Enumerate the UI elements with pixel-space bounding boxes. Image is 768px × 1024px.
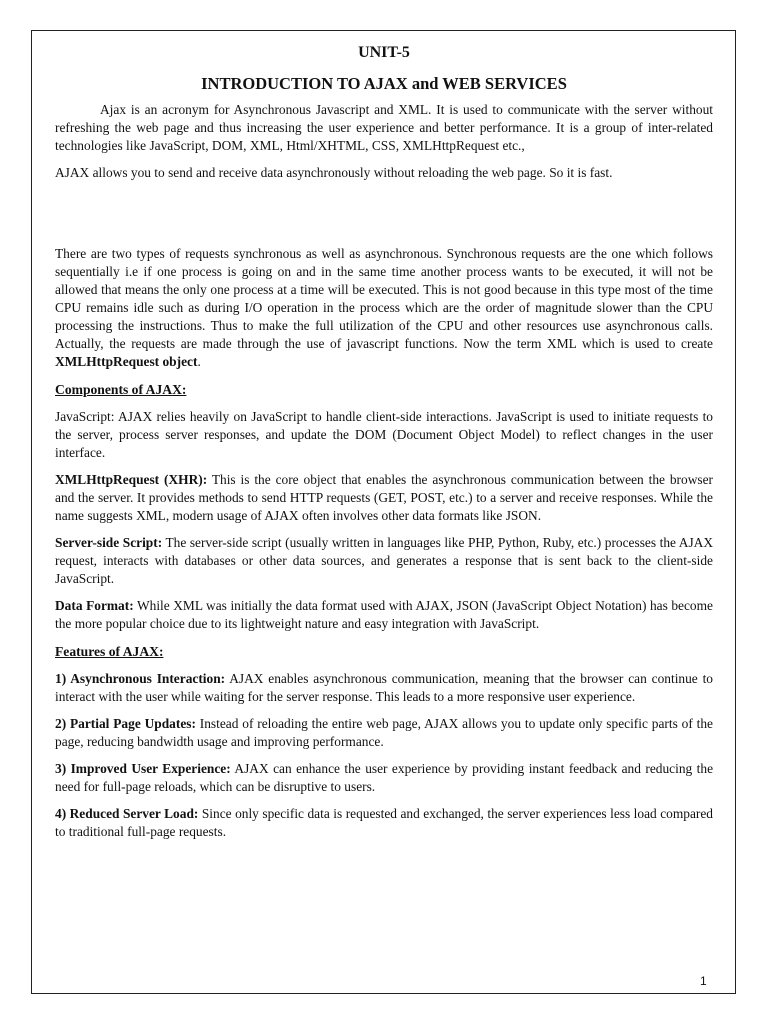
feature-text: AJAX can enhance the user experience by providing instant feedback and reducing the need for full-page reloads, which can be disruptive to users. — [55, 761, 714, 794]
feature-lead: 4) Reduced Server Load: — [55, 806, 199, 821]
feature-text: Since only specific data is requested and exchanged, the server experiences less load compared to traditional full-page requests. — [55, 806, 713, 839]
feature-lead: 3) Improved User Experience: — [55, 761, 231, 776]
feature-item — [55, 670, 713, 706]
requests-paragraph-bold: XMLHttpRequest object — [55, 354, 198, 369]
feature-text: Instead of reloading the entire web page, AJAX allows you to update only specific parts of the page, reducing bandwidth usage and improving performance. — [55, 716, 713, 749]
intro-paragraph: Ajax is an acronym for Asynchronous Javascript and XML. It is used to communicate with the server without refreshing the web page and thus increasing the user experience and better performance. It is a group of inter-related technologies like JavaScript, DOM, XML, Html/XHTML, CSS, XMLHttpRequest etc., — [55, 102, 713, 153]
features-heading: Features of AJAX: — [55, 644, 164, 659]
component-text: JavaScript: AJAX relies heavily on JavaScript to handle client-side interactions. JavaScript is used to initiate requests to the server, process server responses, and update the DOM (Document Object Model) to reflect changes in the user interface. — [55, 409, 713, 460]
component-item — [55, 597, 713, 633]
feature-lead: 2) Partial Page Updates: — [55, 716, 196, 731]
feature-item — [55, 805, 713, 841]
feature-item — [55, 760, 713, 796]
component-text: While XML was initially the data format used with AJAX, JSON (JavaScript Object Notation) has become the more popular choice due to its lightweight nature and easy integration with JavaScript. — [55, 598, 713, 631]
component-text: The server-side script (usually written in languages like PHP, Python, Ruby, etc.) processes the AJAX request, interacts with databases or other data sources, and generates a response that is sent back to the client-side JavaScript. — [55, 535, 713, 586]
feature-text: AJAX enables asynchronous communication, meaning that the browser can continue to interact with the user while waiting for the server response. This leads to a more responsive user experience. — [55, 671, 713, 704]
component-lead: XMLHttpRequest (XHR): — [55, 472, 208, 487]
unit-title: UNIT-5 — [358, 44, 410, 61]
async-paragraph: AJAX allows you to send and receive data asynchronously without reloading the web page. So it is fast. — [55, 165, 613, 180]
component-text: This is the core object that enables the asynchronous communication between the browser and the server. It provides methods to send HTTP requests (GET, POST, etc.) to a server and receive responses. While the name suggests XML, modern usage of AJAX often involves other data formats like JSON. — [55, 472, 713, 523]
component-item — [55, 408, 713, 462]
component-item — [55, 471, 713, 525]
requests-paragraph-text: There are two types of requests synchronous as well as asynchronous. Synchronous requests are the one which follows sequentially i.e if one process is going on and in the same time another process wants to be executed, it will not be allowed that means the only one process at a time will be executed. This is not good because in this type most of the time CPU remains idle such as during I/O operation in the process which are the order of magnitude slower than the CPU processing the instructions. Thus to make the full utilization of the CPU and other resources use asynchronous calls. Actually, the requests are made through the use of javascript functions. Now the term XML which is used to create — [55, 246, 713, 351]
page-number: 1 — [700, 974, 707, 988]
page-title: INTRODUCTION TO AJAX and WEB SERVICES — [201, 74, 567, 93]
component-item — [55, 534, 713, 588]
component-lead: Data Format: — [55, 598, 134, 613]
components-heading: Components of AJAX: — [55, 382, 187, 397]
document-body — [55, 42, 713, 841]
component-lead: Server-side Script: — [55, 535, 163, 550]
feature-item — [55, 715, 713, 751]
requests-paragraph-end: . — [197, 354, 201, 369]
requests-paragraph — [55, 245, 713, 371]
feature-lead: 1) Asynchronous Interaction: — [55, 671, 226, 686]
